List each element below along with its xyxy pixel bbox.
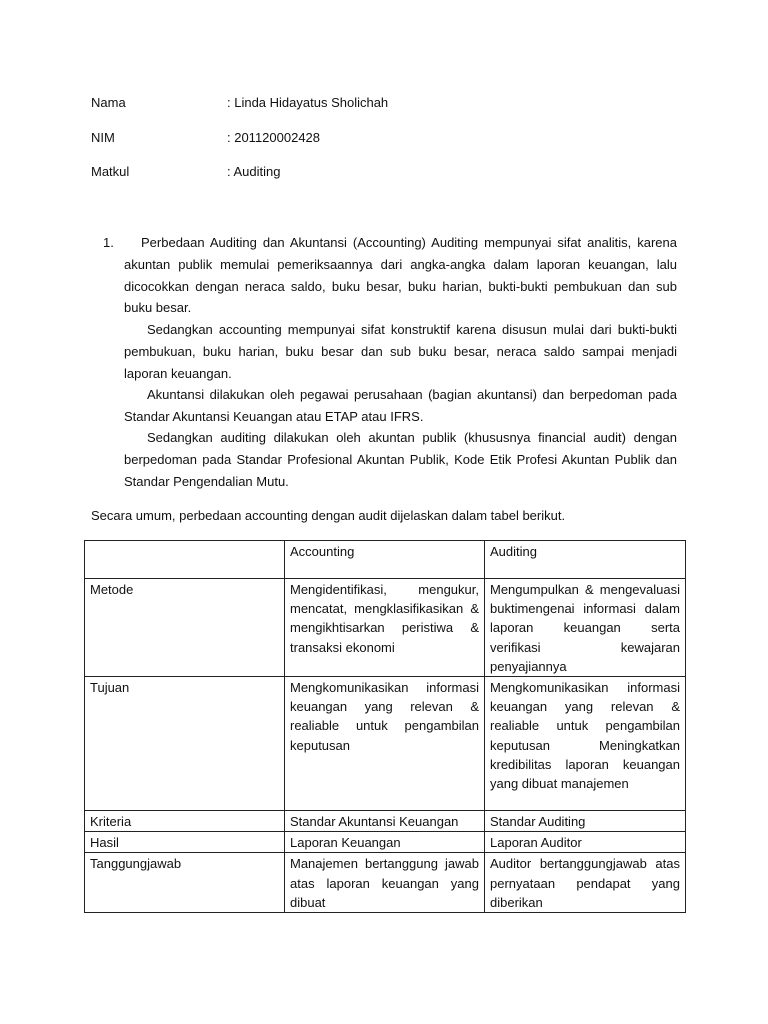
accounting-cell: Laporan Keuangan	[285, 832, 485, 853]
answer-paragraph-4: Sedangkan auditing dilakukan oleh akuntan publik (khususnya financial audit) dengan berpedoman pada Standar Profesional Akuntan Publik, Kode Etik Profesi Akuntan Publik dan Standar Pengendalian Mutu.	[124, 430, 677, 489]
comparison-table	[84, 540, 686, 913]
accounting-cell: Standar Akuntansi Keuangan	[285, 811, 485, 832]
list-number: 1.	[103, 235, 114, 250]
matkul-label: Matkul	[91, 164, 130, 179]
header-cell-empty	[85, 541, 285, 579]
auditing-cell: Standar Auditing	[485, 811, 686, 832]
name-value: : Linda Hidayatus Sholichah	[227, 95, 389, 110]
name-label: Nama	[91, 95, 126, 110]
table-row	[85, 677, 686, 811]
answer-paragraph-1: Perbedaan Auditing dan Akuntansi (Accounting) Auditing mempunyai sifat analitis, karena akuntan publik memulai pemeriksaannya dari angka-angka dalam laporan keuangan, lalu dicocokkan dengan neraca saldo, buku besar, buku harian, bukti-bukti pembukuan dan sub buku besar.	[124, 235, 677, 316]
header-cell-accounting: Accounting	[285, 541, 485, 579]
table-row	[85, 811, 686, 832]
table-header-row	[85, 541, 686, 579]
accounting-cell: Mengidentifikasi, mengukur, mencatat, mengklasifikasikan & mengikhtisarkan peristiwa & transaksi ekonomi	[285, 579, 485, 677]
nim-label: NIM	[91, 130, 115, 145]
table-row	[85, 853, 686, 913]
row-label: Hasil	[85, 832, 285, 853]
nim-value: : 201120002428	[227, 130, 321, 145]
row-label: Kriteria	[85, 811, 285, 832]
auditing-cell: Auditor bertanggungjawab atas pernyataan pendapat yang diberikan	[485, 853, 686, 913]
row-label: Metode	[85, 579, 285, 677]
auditing-cell: Mengkomunikasikan informasi keuangan yang relevan & realiable untuk pengambilan keputusan Meningkatkan kredibilitas laporan keuangan yang dibuat manajemen	[485, 677, 686, 811]
row-label: Tanggungjawab	[85, 853, 285, 913]
accounting-cell: Mengkomunikasikan informasi keuangan yang relevan & realiable untuk pengambilan keputusan	[285, 677, 485, 811]
table-intro: Secara umum, perbedaan accounting dengan audit dijelaskan dalam tabel berikut.	[91, 508, 566, 523]
answer-paragraph-2: Sedangkan accounting mempunyai sifat konstruktif karena disusun mulai dari bukti-bukti pembukuan, buku harian, buku besar dan sub buku besar, neraca saldo sampai menjadi laporan keuangan.	[124, 322, 677, 381]
row-label: Tujuan	[85, 677, 285, 811]
accounting-cell: Manajemen bertanggung jawab atas laporan keuangan yang dibuat	[285, 853, 485, 913]
table-row	[85, 832, 686, 853]
matkul-value: : Auditing	[227, 164, 281, 179]
header-cell-auditing: Auditing	[485, 541, 686, 579]
auditing-cell: Laporan Auditor	[485, 832, 686, 853]
auditing-cell: Mengumpulkan & mengevaluasi buktimengenai informasi dalam laporan keuangan serta verifikasi kewajaran penyajiannya	[485, 579, 686, 677]
table-row	[85, 579, 686, 677]
answer-paragraph-3: Akuntansi dilakukan oleh pegawai perusahaan (bagian akuntansi) dan berpedoman pada Standar Akuntansi Keuangan atau ETAP atau IFRS.	[124, 387, 677, 424]
